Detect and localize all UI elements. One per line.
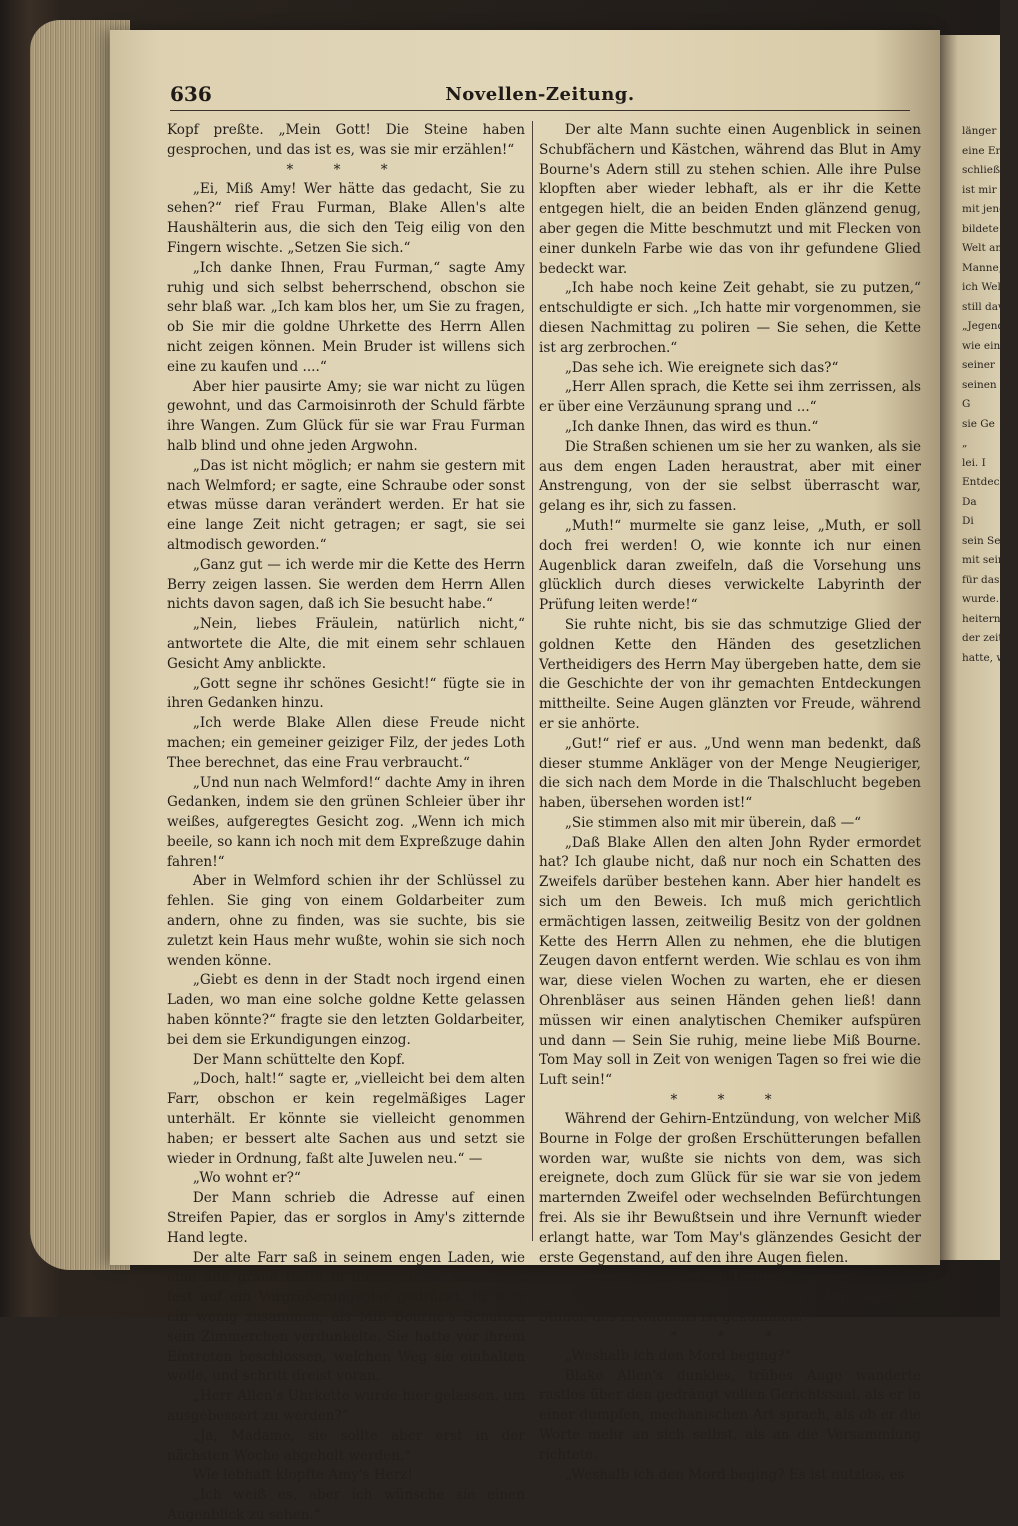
facing-page-fragment: still davo — [962, 300, 1011, 313]
paragraph: „Weshalb ich den Mord beging? Es ist nutzlos, es — [564, 1466, 905, 1483]
paragraph: „Nein, liebes Fräulein, natürlich nicht,“ antwortete die Alte, die mit einem sehr schlauen Gesicht Amy anblickte. — [167, 616, 525, 672]
paragraph: „Weshalb ich den Mord beging?“ — [564, 1347, 792, 1364]
paragraph: Während der Gehirn-Entzündung, von welcher Miß Bourne in Folge der großen Erschütterungen befallen worden war, wußte sie nichts von dem, was sich ereignete, doch zum Glück für sie war sie von jedem marternden Zweifel oder wechselnden Befürchtungen frei. Als sie ihr Bewußtsein und ihre Vernunft wieder erlangt hatte, war Tom May's glänzendes Gesicht der erste Gegenstand, auf den ihre Augen fielen. — [539, 1111, 921, 1266]
facing-page-fragment: mit sein — [962, 554, 1005, 566]
paragraph: „Ganz gut — ich werde mir die Kette des Herrn Berry zeigen lassen. Sie werden dem Herrn Allen nichts davon sagen, daß ich Sie besucht habe.“ — [167, 556, 525, 613]
facing-page-fragment: mit jenen — [962, 203, 1013, 215]
facing-page-fragment: Welt am — [962, 242, 1006, 254]
facing-page-fragment: wurde. — [962, 593, 1000, 605]
paragraph: „Ein fieberhafter, unruhiger Traum, Amy; aber die Stunde des Erwachens ist gekommen!“ — [539, 1289, 921, 1326]
facing-page-fragment: der zeit — [962, 632, 1003, 644]
facing-page-fragment: „Jegend — [962, 320, 1005, 332]
facing-page-fragment: sie Ge — [962, 417, 995, 430]
facing-page-fragment: Da — [962, 495, 977, 508]
paragraph: „Ich habe noch keine Zeit gehabt, sie zu putzen,“ entschuldigte er sich. „Ich hatte mir vorgenommen, sie diesen Nachmittag zu poliren — Sie sehen, die Kette ist arg zerbrochen.“ — [539, 280, 921, 356]
facing-page-fragment: schließe. — [962, 164, 1010, 176]
facing-page-fragment: hatte, w — [962, 651, 1006, 664]
right-column — [539, 121, 921, 1485]
paragraph: „Tom, war das Alles ein Traum?“ — [564, 1269, 791, 1286]
paragraph: „Muth!“ murmelte sie ganz leise, „Muth, er soll doch frei werden! O, wie konnte ich nur einen Augenblick daran zweifeln, daß die Vorsehung uns glücklich durch dieses verwickelte Labyrinth der Prüfung leiten werde!“ — [539, 517, 921, 614]
section-break: * * * — [670, 1328, 790, 1345]
paragraph: „Sie stimmen also mit mir überein, daß —“ — [564, 814, 862, 831]
running-title: Novellen-Zeitung. — [445, 84, 635, 105]
facing-page-fragment: bildete ich — [962, 222, 1018, 235]
facing-page-fragment: „ — [962, 437, 968, 449]
facing-page-fragment: seinen S — [962, 378, 1008, 391]
paragraph: „Daß Blake Allen den alten John Ryder ermordet hat? Ich glaube nicht, daß nur noch ein Schatten des Zweifels darüber bestehen kann. Aber hier handelt es sich um den Beweis. Ich muß mich gerichtlich ermächtigen lassen, zeitweilig Besitz von der goldnen Kette des Herrn Allen zu nehmen, ehe die blutigen Zeugen davon entfernt werden. Wie schlau es von ihm war, diese vielen Wochen zu warten, ehe er diesen Ohrenbläser aus seinen Händen gehen ließ! dann müssen wir einen analytischen Chemiker aufspüren und dann — Sein Sie ruhig, meine liebe Miß Bourne. Tom May soll in Zeit von wenigen Tagen so frei wie die Luft sein!“ — [539, 834, 921, 1089]
paragraph: „Herr Allen sprach, die Kette sei ihm zerrissen, als er über eine Verzäunung sprang und ...“ — [539, 379, 921, 416]
facing-page-fragment: Manne, — [962, 261, 1003, 274]
facing-page-fragment: G — [962, 398, 971, 410]
paragraph: „Herr Allen's Uhrkette wurde hier gelassen, um ausgebessert zu werden?“ — [167, 1388, 525, 1424]
paragraph: Sie ruhte nicht, bis sie das schmutzige Glied der goldnen Kette den Händen des gesetzlichen Vertheidigers des Herrn May übergeben hatte, dem sie die Geschichte der von ihr gemachten Entdeckungen mittheilte. Seine Augen glänzten vor Freude, während er sie anhörte. — [539, 616, 921, 732]
facing-page-fragment: Entdeck — [962, 476, 1006, 488]
facing-page-fragment: seiner — [962, 359, 995, 371]
paragraph: „Gut!“ rief er aus. „Und wenn man bedenkt, daß dieser stumme Ankläger von der Menge Neugieriger, die sich nach dem Morde in die Thalschlucht begeben haben, übersehen worden ist!“ — [539, 735, 921, 812]
facing-page-fragment: ist mir n — [962, 183, 1007, 196]
paragraph: „Ich danke Ihnen, das wird es thun.“ — [564, 418, 819, 435]
facing-page — [940, 35, 1018, 1260]
facing-page-fragment: länger fr — [962, 125, 1009, 137]
paragraph: „Ei, Miß Amy! Wer hätte das gedacht, Sie zu sehen?“ rief Frau Furman, Blake Allen's alte Haushälterin aus, die sich den Teig eilig von den Fingern wischte. „Setzen Sie sich.“ — [167, 180, 525, 256]
paragraph: „Doch, halt!“ sagte er, „vielleicht bei dem alten Farr, obschon er kein regelmäßiges Lager unterhält. Er könnte sie vielleicht genommen haben; er bessert alte Sachen aus und setzt sie wieder in Ordnung, faßt alte Juwelen neu.“ — — [167, 1071, 525, 1167]
facing-page-fragment: ich Welten — [962, 281, 1018, 293]
facing-page-fragment: heitern — [962, 612, 1001, 625]
paragraph: Kopf preßte. „Mein Gott! Die Steine haben gesprochen, und das ist es, was sie mir erzählen!“ — [167, 122, 525, 158]
paragraph: Aber in Welmford schien ihr der Schlüssel zu fehlen. Sie ging von einem Goldarbeiter zum andern, ohne zu finden, was sie suchte, bis sie zuletzt kein Haus mehr wußte, wohin sie sich noch wenden könne. — [167, 873, 525, 969]
paragraph: „Das ist nicht möglich; er nahm sie gestern mit nach Welmford; er sagte, eine Schraube oder sonst etwas müsse daran verändert werden. Er hat sie eine lange Zeit nicht getragen; er sagt, sie sei altmodisch geworden.“ — [167, 457, 525, 553]
paragraph: „Ja, Madame, sie sollte aber erst in der nächsten Woche abgeholt werden.“ — [167, 1427, 525, 1464]
paragraph: Der Mann schüttelte den Kopf. — [192, 1051, 406, 1068]
paragraph: Die Straßen schienen um sie her zu wanken, als sie aus dem engen Laden heraustrat, aber mit einer Anstrengung, von der sie selbst überrascht war, gelang es ihr, sich zu fassen. — [539, 438, 921, 515]
paragraph: „Gott segne ihr schönes Gesicht!“ fügte sie in ihren Gedanken hinzu. — [167, 675, 525, 712]
paragraph: „Wo wohnt er?“ — [192, 1170, 301, 1187]
paragraph: „Und nun nach Welmford!“ dachte Amy in ihren Gedanken, indem sie den grünen Schleier über ihr weißes, aufgeregtes Gesicht zog. „Wenn ich mich beeile, so kann ich noch mit dem Expreßzuge dahin fahren!“ — [167, 774, 525, 870]
column-divider — [532, 121, 533, 1241]
paragraph: Wie lebhaft klopfte Amy's Herz! — [192, 1467, 413, 1484]
section-break: * * * — [286, 161, 406, 178]
facing-page-fragment: Di — [962, 515, 974, 527]
paragraph: Der Mann schrieb die Adresse auf einen Streifen Papier, das er sorglos in Amy's zitternde Hand legte. — [167, 1190, 525, 1246]
paragraph: „Giebt es denn in der Stadt noch irgend einen Laden, wo man eine solche goldne Kette gelassen haben könnte?“ fragte sie den letzten Goldarbeiter, bei dem sie Erkundigungen einzog. — [167, 972, 525, 1048]
section-break: * * * — [670, 1092, 790, 1109]
paragraph: „Ich danke Ihnen, Frau Furman,“ sagte Amy ruhig und sich selbst beherrschend, obschon sie sehr blaß war. „Ich kam blos her, um Sie zu fragen, ob Sie mir die goldne Uhrkette des Herrn Allen nicht zeigen können. Mein Bruder ist willens sich eine zu kaufen und ....“ — [167, 259, 525, 375]
page-number: 636 — [170, 82, 212, 106]
paragraph: Aber hier pausirte Amy; sie war nicht zu lügen gewohnt, und das Carmoisinroth der Schuld färbte ihre Wangen. Zum Glück für sie war Frau Furman halb blind und ohne jeden Argwohn. — [167, 378, 525, 454]
paragraph: Der alte Farr saß in seinem engen Laden, wie eine alte graue Ratte in ihrem Loche, sein Auge fest auf ein Vergrößerungsglas gedrückt. Er fuhr ein wenig zusammen, als Miß Bourne's Schatten sein Zimmerchen verdunkelte. Sie hatte vor ihrem Eintreten beschlossen, welchen Weg sie einhalten wolle, und schritt dreist voran. — [167, 1249, 525, 1385]
paragraph: „Ich werde Blake Allen diese Freude nicht machen; ein gemeiner geiziger Filz, der jedes Loth Thee berechnet, das eine Frau verbraucht.“ — [167, 715, 525, 771]
page-header — [170, 82, 910, 111]
facing-page-fragment: für das — [962, 573, 1000, 586]
facing-page-fragment: lei. I — [962, 456, 986, 469]
facing-page-fragment: sein Sein — [962, 534, 1011, 547]
paragraph: „Das sehe ich. Wie ereignete sich das?“ — [564, 359, 839, 376]
facing-page-fragment: wie ein — [962, 339, 1001, 352]
paragraph: „Ich weiß es, aber ich wünsche sie einen Augenblick zu sehen.“ — [167, 1487, 525, 1523]
facing-page-fragment: eine Erle — [962, 144, 1011, 157]
left-column — [167, 121, 525, 1526]
paragraph: Der alte Mann suchte einen Augenblick in seinen Schubfächern und Kästchen, während das Blut in Amy Bourne's Adern still zu stehen schien. Alle ihre Pulse klopften aber wieder lebhaft, als er ihr die Kette entgegen hielt, die an beiden Enden glänzend genug, aber gegen die Mitte beschmutzt und mit Flecken von einer dunkeln Farbe wie das von ihr gefundene Glied bedeckt war. — [539, 122, 921, 277]
paragraph: Blake Allen's dunkles, trübes Auge wanderte rastlos über den gedrängt vollen Gerichtssaal, als er in einer dumpfen, mechanischen Art sprach, als ob er die Worte mehr an sich selbst, als an die Versammlung richtete. — [539, 1367, 921, 1463]
